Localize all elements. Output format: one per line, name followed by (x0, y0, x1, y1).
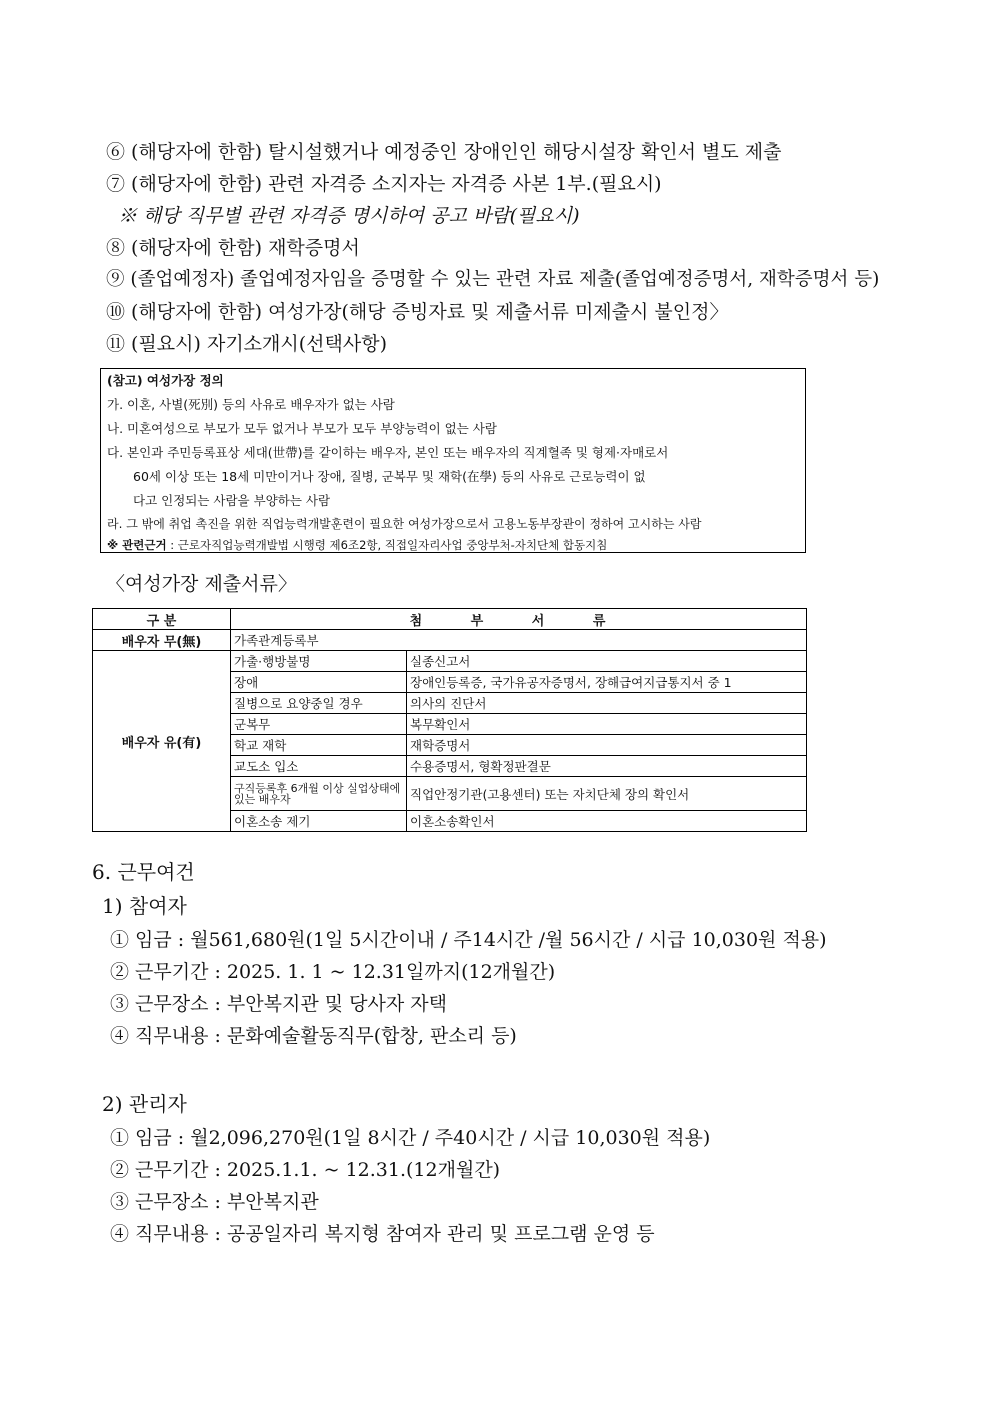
basis-label: ※ 관련근거 (107, 538, 167, 552)
reference-title: (참고) 여성가장 정의 (107, 373, 224, 388)
reason-cell: 장애 (231, 672, 407, 693)
reason-cell: 군복무 (231, 714, 407, 735)
reference-line: 나. 미혼여성으로 부모가 모두 없거나 부모가 모두 부양능력이 없는 사람 (107, 421, 497, 436)
docs-table (92, 608, 807, 832)
reference-box (100, 368, 806, 553)
docs-heading: 〈여성가장 제출서류〉 (106, 573, 297, 595)
manager-item: ③ 근무장소 : 부안복지관 (110, 1191, 319, 1213)
list-item-7: ⑦ (해당자에 한함) 관련 자격증 소지자는 자격증 사본 1부.(필요시) (106, 173, 662, 195)
doc-cell: 장애인등록증, 국가유공자증명서, 장해급여지급통지서 중 1 (407, 672, 807, 693)
reason-cell: 구직등록후 6개월 이상 실업상태에 있는 배우자 (231, 777, 407, 811)
reference-basis (107, 537, 607, 553)
reference-line: 다. 본인과 주민등록표상 세대(世帶)를 같이하는 배우자, 본인 또는 배우자의 직계혈족 및 형제·자매로서 (107, 445, 669, 460)
spouse-label: 배우자 유(有) (93, 651, 231, 832)
reference-line: 다고 인정되는 사람을 부양하는 사람 (133, 493, 331, 508)
participant-item: ① 임금 : 월561,680원(1일 5시간이내 / 주14시간 /월 56시간 / 시급 10,030원 적용) (110, 929, 827, 951)
participant-item: ② 근무기간 : 2025. 1. 1 ~ 12.31일까지(12개월간) (110, 961, 556, 983)
list-item-6: ⑥ (해당자에 한함) 탈시설했거나 예정중인 장애인인 해당시설장 확인서 별도 제출 (106, 141, 782, 163)
reason-cell: 가출·행방불명 (231, 651, 407, 672)
list-item-8: ⑧ (해당자에 한함) 재학증명서 (106, 237, 360, 259)
section-title: 6. 근무여건 (92, 860, 195, 884)
doc-cell: 재학증명서 (407, 735, 807, 756)
doc-cell: 이혼소송확인서 (407, 811, 807, 832)
list-item-11: ⑪ (필요시) 자기소개시(선택사항) (106, 333, 387, 355)
reason-cell: 이혼소송 제기 (231, 811, 407, 832)
header-category: 구 분 (93, 609, 231, 630)
participants-title: 1) 참여자 (102, 894, 187, 918)
manager-item: ① 임금 : 월2,096,270원(1일 8시간 / 주40시간 / 시급 10,030원 적용) (110, 1127, 711, 1149)
participant-item: ③ 근무장소 : 부안복지관 및 당사자 자택 (110, 993, 447, 1015)
doc-cell: 실종신고서 (407, 651, 807, 672)
list-note: ※ 해당 직무별 관련 자격증 명시하여 공고 바람(필요시) (118, 205, 580, 227)
list-item-9: ⑨ (졸업예정자) 졸업예정자임을 증명할 수 있는 관련 자료 제출(졸업예정증명서, 재학증명서 등) (106, 269, 880, 290)
manager-item: ② 근무기간 : 2025.1.1. ~ 12.31.(12개월간) (110, 1159, 501, 1181)
reason-cell: 질병으로 요양중일 경우 (231, 693, 407, 714)
no-spouse-doc: 가족관계등록부 (231, 630, 807, 651)
basis-text: : 근로자직업능력개발법 시행령 제6조2항, 직접일자리사업 중앙부처-자치단체 합동지침 (170, 538, 608, 552)
manager-item: ④ 직무내용 : 공공일자리 복지형 참여자 관리 및 프로그램 운영 등 (110, 1223, 655, 1245)
doc-cell: 수용증명서, 형확정판결문 (407, 756, 807, 777)
table-row (93, 630, 807, 651)
doc-cell: 의사의 진단서 (407, 693, 807, 714)
reason-cell: 교도소 입소 (231, 756, 407, 777)
reference-line: 가. 이혼, 사별(死別) 등의 사유로 배우자가 없는 사람 (107, 397, 395, 412)
table-row (93, 651, 807, 672)
doc-cell: 복무확인서 (407, 714, 807, 735)
reference-line: 60세 이상 또는 18세 미만이거나 장애, 질병, 군복무 및 재학(在學) 등의 사유로 근로능력이 없 (133, 469, 646, 484)
header-docs: 첨 부 서 류 (231, 609, 807, 630)
reason-cell: 학교 재학 (231, 735, 407, 756)
doc-cell: 직업안정기관(고용센터) 또는 자치단체 장의 확인서 (407, 777, 807, 811)
participant-item: ④ 직무내용 : 문화예술활동직무(합창, 판소리 등) (110, 1025, 517, 1047)
table-header-row (93, 609, 807, 630)
manager-title: 2) 관리자 (102, 1092, 187, 1116)
no-spouse-label: 배우자 무(無) (93, 630, 231, 651)
reference-line: 라. 그 밖에 취업 촉진을 위한 직업능력개발훈련이 필요한 여성가장으로서 고용노동부장관이 정하여 고시하는 사람 (107, 517, 702, 531)
list-item-10: ⑩ (해당자에 한함) 여성가장(해당 증빙자료 및 제출서류 미제출시 불인정〉 (106, 301, 729, 323)
